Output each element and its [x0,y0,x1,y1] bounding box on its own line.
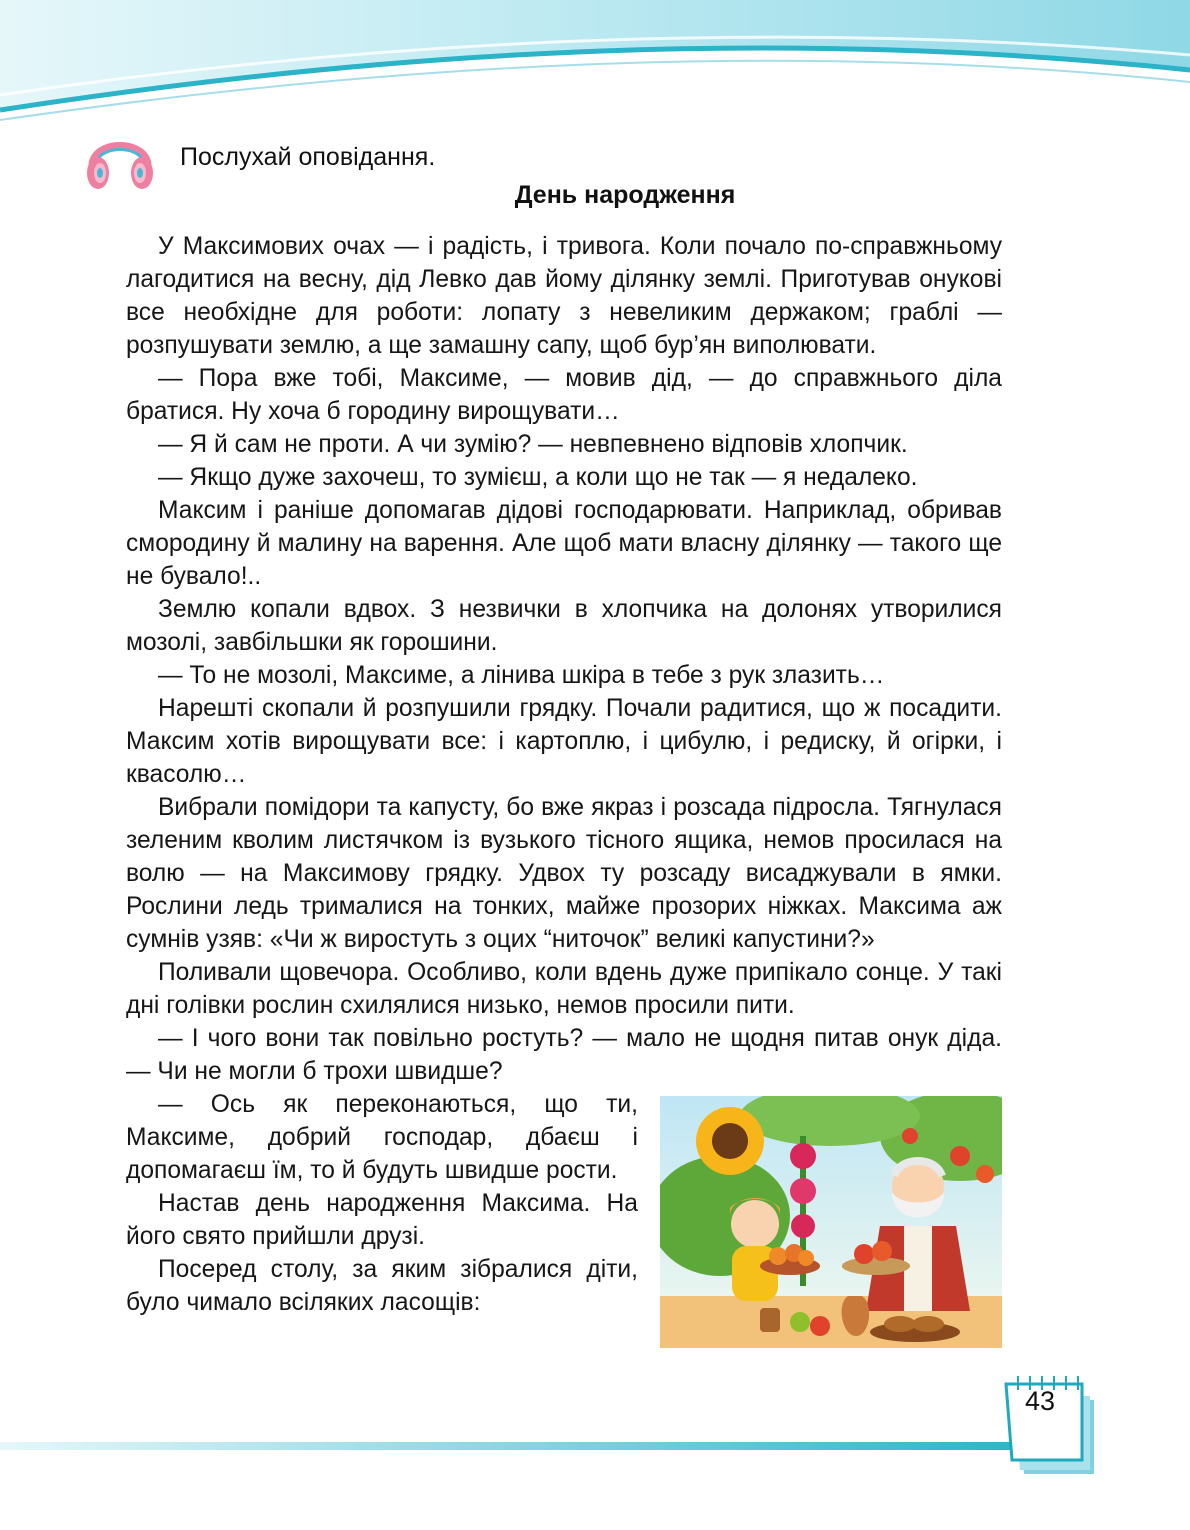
paragraph: — Пора вже тобі, Максиме, — мовив дід, — до справжнього діла братися. Ну хоча б городину вирощувати… [126,365,1002,425]
paragraph: Нарешті скопали й розпушили грядку. Почали радитися, що ж посадити. Максим хотів вирощувати все: і картоплю, і цибулю, і редиску, й огірки, і квасолю… [126,695,1002,788]
paragraph: — Якщо дуже захочеш, то зумієш, а коли що не так — я недалеко. [158,464,918,491]
paragraph: — Я й сам не проти. А чи зумію? — невпевнено відповів хлопчик. [158,431,908,458]
paragraph: Землю копали вдвох. З незвички в хлопчика на долонях утворилися мозолі, завбільшки як горошини. [126,596,1002,656]
paragraph: Настав день народження Максима. На його свято прийшли друзі. [126,1190,638,1250]
paragraph: Посеред столу, за яким зібралися діти, було чимало всіляких ласощів: [126,1256,638,1316]
grandpa-boy-illustration [660,1096,1002,1348]
paragraph: У Максимових очах — і радість, і тривога. Коли почало по-справжньому лагодитися на весну, дід Левко дав йому ділянку землі. Приготував онукові все необхідне для роботи: лопату з невеликим держаком; граблі — розпушувати землю, а ще замашну сапу, щоб бур’ян виполювати. [126,233,1002,359]
paragraph: Максим і раніше допомагав дідові господарювати. Наприклад, обривав смородину й малину на варення. Але щоб мати власну ділянку — такого ще не бувало!.. [126,497,1002,590]
listen-instruction: Послухай оповідання. [180,143,436,171]
paragraph: Поливали щовечора. Особливо, коли вдень дуже припікало сонце. У такі дні голівки рослин схилялися низько, немов просили пити. [126,959,1002,1019]
paragraph: — Ось як переконаються, що ти, Максиме, добрий господар, дбаєш і допомагаєш їм, то й будуть швидше рости. [126,1091,638,1184]
bottom-band [0,1436,1030,1460]
paragraph: Вибрали помідори та капусту, бо вже якраз і розсада підросла. Тягнулася зеленим кволим листячком із вузького тісного ящика, немов просилася на волю — на Максимову грядку. Удвох ту розсаду висаджували в ямки. Рослини ледь трималися на тонких, майже прозорих ніжках. Максима аж сумнів узяв: «Чи ж виростуть з оцих “ниточок” великі капустини?» [126,794,1002,953]
paragraph: — І чого вони так повільно ростуть? — мало не щодня питав онук діда. — Чи не могли б трохи швидше? [126,1025,1002,1085]
story-title: День народження [514,181,736,209]
story-text [126,230,1002,1400]
top-wave-band [0,0,1190,140]
paragraph: — То не мозолі, Максиме, а лінива шкіра в тебе з рук злазить… [158,662,885,689]
story-illustration [660,1096,1002,1348]
page-number: 43 [1024,1386,1056,1416]
